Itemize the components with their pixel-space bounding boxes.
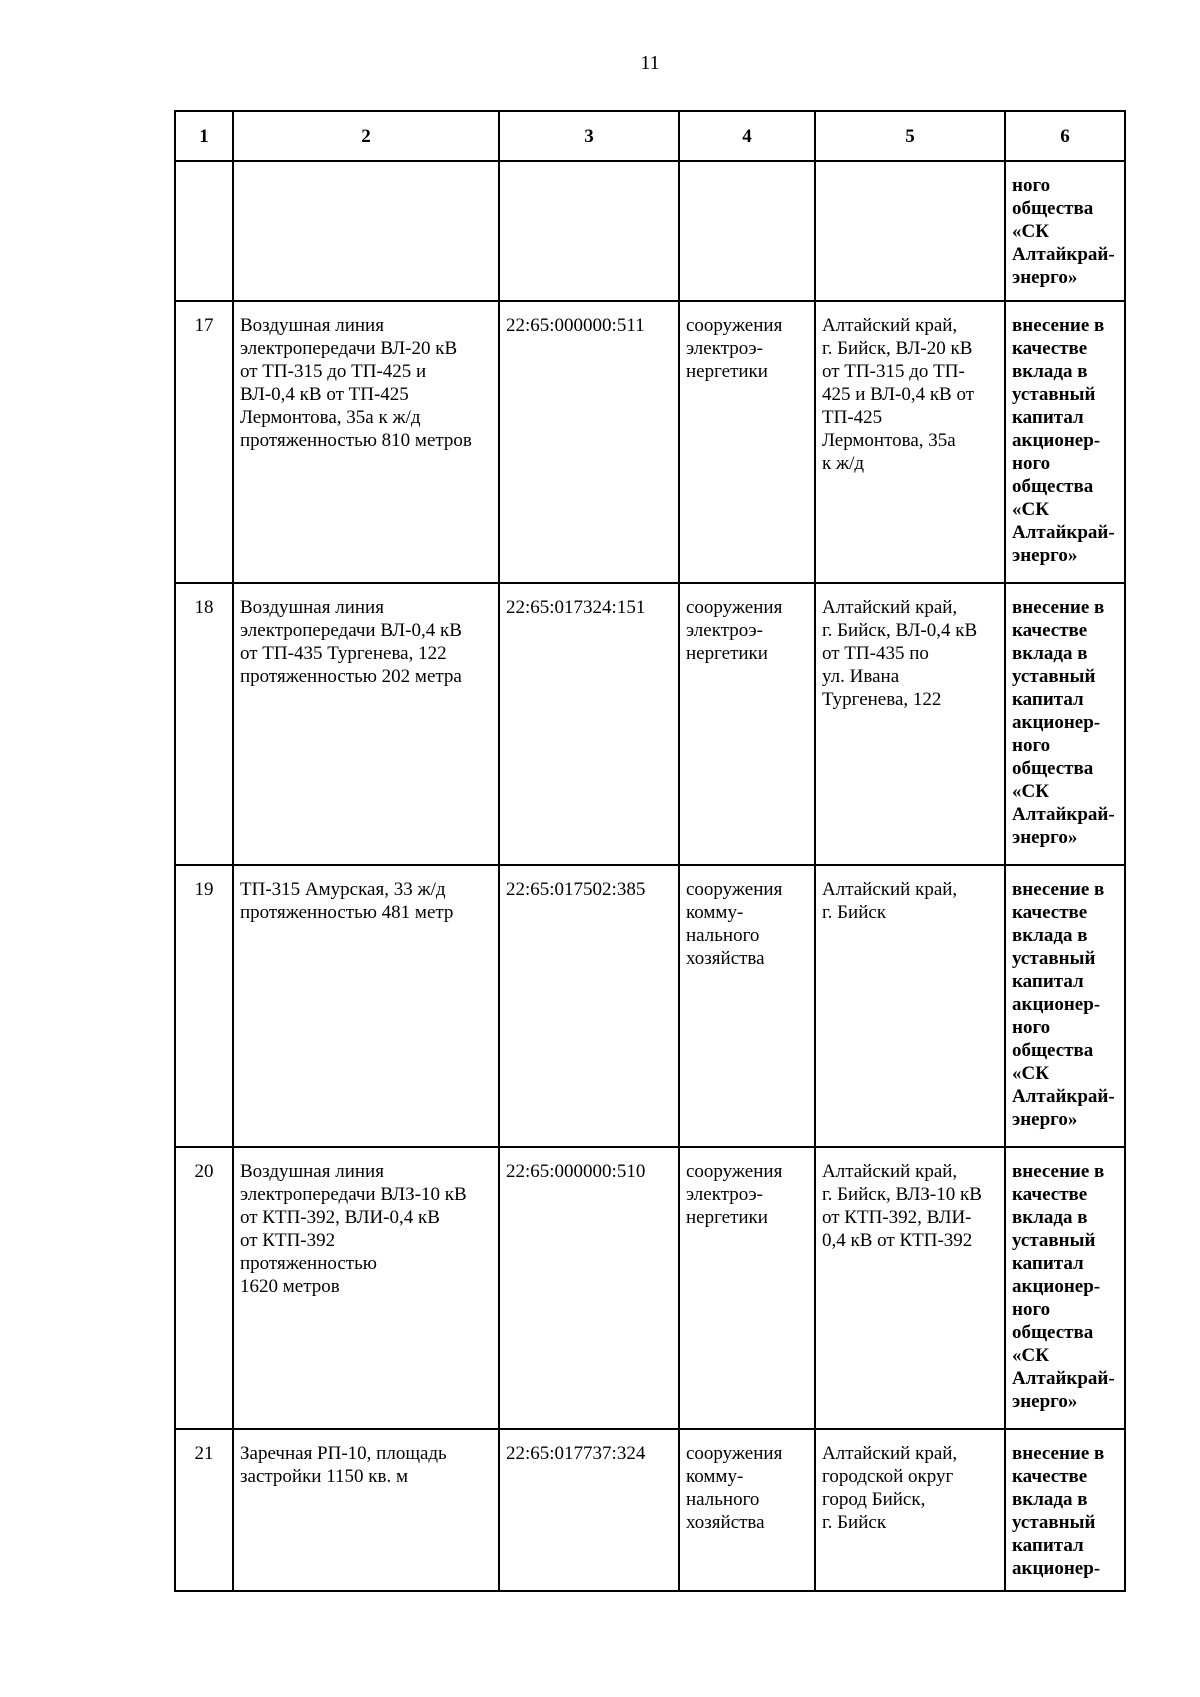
object-name: ТП-315 Амурская, 33 ж/д протяженностью 481 метр	[233, 865, 499, 1147]
object-name: Заречная РП-10, площадь застройки 1150 кв. м	[233, 1429, 499, 1591]
transfer-basis: ного общества «СК Алтайкрай- энерго»	[1005, 161, 1125, 301]
row-number: 19	[175, 865, 233, 1147]
row-number: 17	[175, 301, 233, 583]
row-number: 21	[175, 1429, 233, 1591]
header-cell-1: 1	[175, 111, 233, 161]
transfer-basis: внесение в качестве вклада в уставный капитал акционер- ного общества «СК Алтайкрай- энерго»	[1005, 583, 1125, 865]
object-address: Алтайский край, городской округ город Бийск, г. Бийск	[815, 1429, 1005, 1591]
row-number: 18	[175, 583, 233, 865]
cadastral-number: 22:65:000000:511	[499, 301, 679, 583]
object-purpose: сооружения комму- нального хозяйства	[679, 1429, 815, 1591]
object-purpose	[679, 161, 815, 301]
header-cell-3: 3	[499, 111, 679, 161]
object-name	[233, 161, 499, 301]
object-name: Воздушная линия электропередачи ВЛ-0,4 кВ от ТП-435 Тургенева, 122 протяженностью 202 метра	[233, 583, 499, 865]
transfer-basis: внесение в качестве вклада в уставный капитал акционер- ного общества «СК Алтайкрай- энерго»	[1005, 301, 1125, 583]
object-address: Алтайский край, г. Бийск, ВЛ-20 кВ от ТП-315 до ТП- 425 и ВЛ-0,4 кВ от ТП-425 Лермонтова, 35а к ж/д	[815, 301, 1005, 583]
object-name: Воздушная линия электропередачи ВЛЗ-10 кВ от КТП-392, ВЛИ-0,4 кВ от КТП-392 протяженностью 1620 метров	[233, 1147, 499, 1429]
object-address	[815, 161, 1005, 301]
table-row	[175, 301, 1125, 583]
table-row	[175, 1147, 1125, 1429]
transfer-basis: внесение в качестве вклада в уставный капитал акционер-	[1005, 1429, 1125, 1591]
header-cell-5: 5	[815, 111, 1005, 161]
table-header-row	[175, 111, 1125, 161]
page-number: 11	[640, 52, 660, 74]
row-number	[175, 161, 233, 301]
table-row	[175, 161, 1125, 301]
object-purpose: сооружения электроэ- нергетики	[679, 583, 815, 865]
object-address: Алтайский край, г. Бийск, ВЛ-0,4 кВ от ТП-435 по ул. Ивана Тургенева, 122	[815, 583, 1005, 865]
cadastral-number: 22:65:017502:385	[499, 865, 679, 1147]
property-table	[174, 110, 1126, 1592]
transfer-basis: внесение в качестве вклада в уставный капитал акционер- ного общества «СК Алтайкрай- энерго»	[1005, 1147, 1125, 1429]
row-number: 20	[175, 1147, 233, 1429]
transfer-basis: внесение в качестве вклада в уставный капитал акционер- ного общества «СК Алтайкрай- энерго»	[1005, 865, 1125, 1147]
header-cell-4: 4	[679, 111, 815, 161]
cadastral-number: 22:65:000000:510	[499, 1147, 679, 1429]
header-cell-2: 2	[233, 111, 499, 161]
object-name: Воздушная линия электропередачи ВЛ-20 кВ от ТП-315 до ТП-425 и ВЛ-0,4 кВ от ТП-425 Лермонтова, 35а к ж/д протяженностью 810 метров	[233, 301, 499, 583]
cadastral-number	[499, 161, 679, 301]
object-purpose: сооружения электроэ- нергетики	[679, 301, 815, 583]
header-cell-6: 6	[1005, 111, 1125, 161]
table-row	[175, 865, 1125, 1147]
object-purpose: сооружения электроэ- нергетики	[679, 1147, 815, 1429]
cadastral-number: 22:65:017324:151	[499, 583, 679, 865]
table-row	[175, 583, 1125, 865]
object-address: Алтайский край, г. Бийск, ВЛЗ-10 кВ от КТП-392, ВЛИ- 0,4 кВ от КТП-392	[815, 1147, 1005, 1429]
object-address: Алтайский край, г. Бийск	[815, 865, 1005, 1147]
table-row	[175, 1429, 1125, 1591]
cadastral-number: 22:65:017737:324	[499, 1429, 679, 1591]
object-purpose: сооружения комму- нального хозяйства	[679, 865, 815, 1147]
